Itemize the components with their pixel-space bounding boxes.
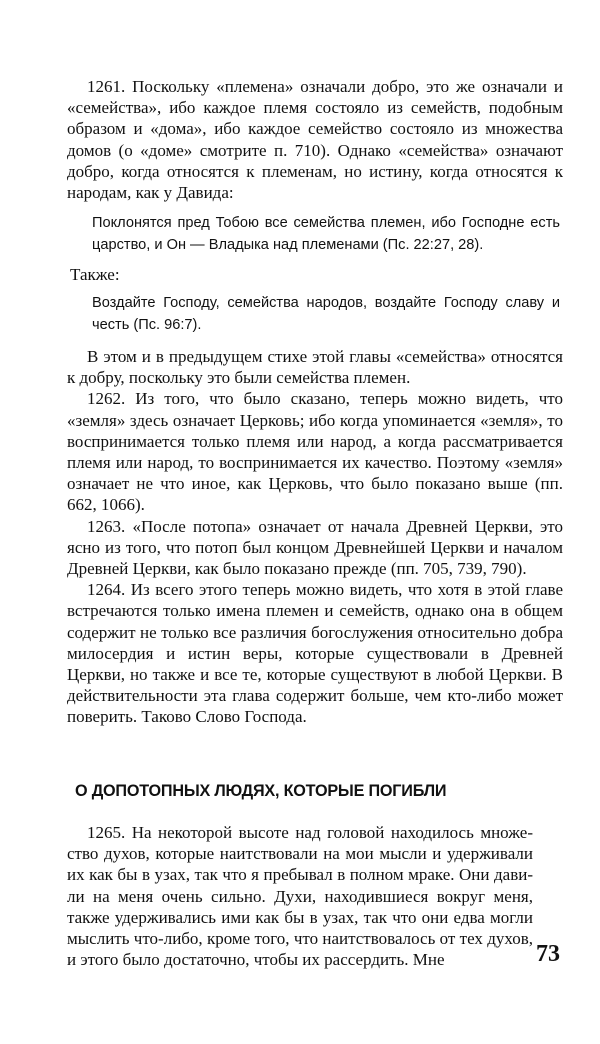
quote-psalm-96 — [92, 292, 560, 336]
paragraph-1265: 1265. На некоторой высоте над головой находилось множество духов, которые наитствовали на мои мысли и удерживали их как бы в узах, так что я пребывал в полном мраке. Они давили на меня очень сильно. Духи, находившиеся вокруг меня, также удерживались ими как бы в узах, так что они едва могли мыслить что-либо, кроме того, что наитствовалось от тех духов, и этого было достаточно, чтобы их рассердить. Мне — [67, 823, 533, 970]
page-number: 73 — [536, 941, 560, 967]
quote-psalm-22 — [92, 212, 560, 256]
paragraph-1263: 1263. «После потопа» означает от начала Древней Церкви, это ясно из того, что потоп был концом Древнейшей Церкви и началом Древней Церкви, как было показано прежде (пп. 705, 739, 790). — [67, 516, 563, 579]
body-text-bottom — [67, 822, 533, 970]
body-text-top — [67, 76, 563, 203]
quote-text: Поклонятся пред Тобою все семейства племен, ибо Господне есть царство, и Он — Владыка над племенами (Пс. 22:27, 28). — [92, 215, 560, 253]
paragraph-1261: 1261. Поскольку «племена» означали добро, это же означали и «семейства», ибо каждое племя состояло из семейств, подобным образом и «дома», ибо каждое семейство состояло из множества домов (о «доме» смотрите п. 710). Однако «семейства» означают добро, когда относятся к племенам, но истину, когда относятся к народам, как у Давида: — [67, 77, 563, 203]
paragraph-1264: 1264. Из всего этого теперь можно видеть, что хотя в этой главе встречаются только имена племен и семейств, однако она в общем содержит не только все различия богослужения относительно добра милосердия и истин веры, которые существовали в Древней Церкви, но также и все те, которые существуют в любой Церкви. В действительности эта глава содержит больше, чем кто-либо может поверить. Таково Слово Господа. — [67, 580, 563, 727]
quote-text: Воздайте Господу, семейства народов, воздайте Господу славу и честь (Пс. 96:7). — [92, 295, 560, 333]
paragraph-continuation: В этом и в предыдущем стихе этой главы «семейства» относятся к добру, поскольку это были семейства племен. — [67, 347, 563, 388]
section-heading: О ДОПОТОПНЫХ ЛЮДЯХ, КОТОРЫЕ ПОГИБЛИ — [75, 782, 447, 800]
body-text-middle — [67, 346, 563, 728]
paragraph-1262: 1262. Из того, что было сказано, теперь можно видеть, что «земля» здесь означает Церковь; ибо когда упоминается «земля», то воспринимается только племя или народ, а когда рассматривается племя или народ, то воспринимается их качество. Поэтому «земля» означает не что иное, как Церковь, что было показано выше (пп. 662, 1066). — [67, 389, 563, 515]
also-label: Также: — [70, 265, 120, 284]
